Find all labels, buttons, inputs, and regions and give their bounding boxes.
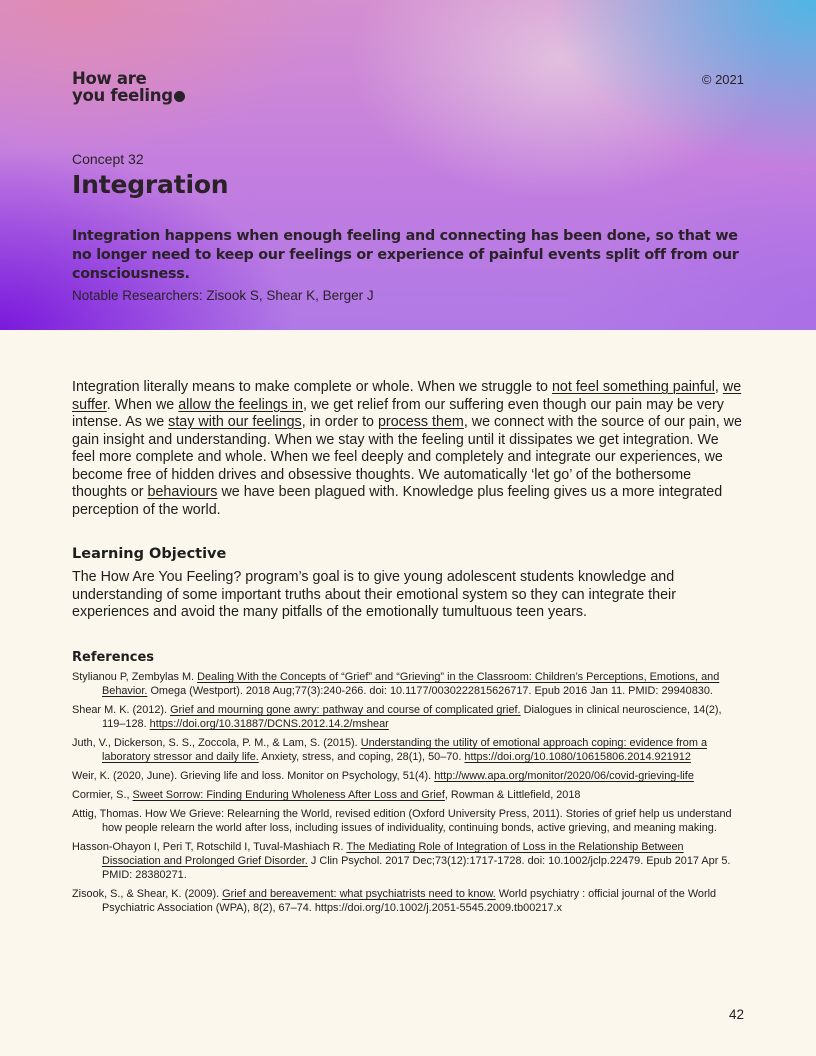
references-list	[72, 670, 744, 920]
reference-text: Weir, K. (2020, June). Grieving life and loss. Monitor on Psychology, 51(4).	[72, 770, 435, 782]
body-text-segment: ,	[714, 379, 723, 395]
learning-objective-heading: Learning Objective	[72, 546, 227, 562]
reference-doi-link[interactable]: https://doi.org/10.1080/10615806.2014.921912	[464, 751, 691, 763]
reference-text: Shear M. K. (2012).	[72, 704, 171, 716]
reference-doi-link[interactable]: https://doi.org/10.31887/DCNS.2012.14.2/mshear	[149, 718, 389, 730]
reference-link[interactable]: Grief and bereavement: what psychiatrists need to know.	[222, 888, 496, 900]
reference-text: Omega (Westport). 2018 Aug;77(3):240-266. doi: 10.1177/0030222815626717. Epub 2016 Jan 11. PMID: 29940830.	[147, 685, 713, 697]
logo-line-1: How are	[72, 69, 147, 88]
reference-item	[72, 769, 744, 783]
notable-researchers: Notable Researchers: Zisook S, Shear K, Berger J	[72, 288, 374, 303]
reference-link[interactable]: Dealing With the Concepts of “Grief” and “Grieving” in the Classroom: Children’s Perceptions, Emotions, and Behavior.	[102, 671, 720, 697]
body-text-segment: , we get relief from our suffering even though our pain may be very intense. As we	[72, 396, 724, 430]
reference-item	[72, 670, 744, 698]
reference-item	[72, 807, 744, 835]
body-text-segment: , we connect with the source of our pain, we gain insight and understanding. When we stay with the feeling until it dissipates we get integration. We feel more complete and whole. When we feel deeply and completely and integrate our experiences, we become free of hidden drives and obsessive thoughts. We automatically ‘let go’ of the bothersome thoughts or	[72, 414, 742, 500]
reference-text: World psychiatry : official journal of the World Psychiatric Association (WPA), 8(2), 67–74. https://doi.org/10.1002/j.2051-5545.2009.tb00217.x	[102, 888, 717, 914]
reference-text: Anxiety, stress, and coping, 28(1), 50–70.	[258, 751, 465, 763]
reference-text: Zisook, S., & Shear, K. (2009).	[72, 888, 223, 900]
reference-link[interactable]: Sweet Sorrow: Finding Enduring Wholeness After Loss and Grief	[132, 789, 445, 801]
link-behaviours[interactable]: behaviours	[147, 484, 218, 500]
link-we-suffer[interactable]: we suffer	[72, 379, 742, 413]
reference-link[interactable]: The Mediating Role of Integration of Loss in the Relationship Between Dissociation and Prolonged Grief Disorder.	[102, 841, 684, 867]
page-number: 42	[728, 1007, 744, 1022]
copyright: © 2021	[701, 72, 744, 87]
concept-label: Concept 32	[72, 151, 144, 167]
body-paragraph	[72, 379, 744, 519]
reference-text: Stylianou P, Zembylas M.	[72, 671, 198, 683]
reference-text: Hasson-Ohayon I, Peri T, Rotschild I, Tuval-Mashiach R.	[72, 841, 347, 853]
body-text-segment: Integration literally means to make complete or whole. When we struggle to	[72, 379, 552, 395]
reference-text: Juth, V., Dickerson, S. S., Zoccola, P. M., & Lam, S. (2015).	[72, 737, 361, 749]
reference-text: Cormier, S.,	[72, 789, 133, 801]
body-text-segment: we have been plagued with. Knowledge plus feeling gives us a more integrated perception of the world.	[72, 484, 723, 518]
header-banner	[0, 0, 816, 330]
reference-text: Dialogues in clinical neuroscience, 14(2), 119–128.	[102, 704, 722, 730]
learning-objective-text: The How Are You Feeling? program’s goal is to give young adolescent students knowledge and understanding of some important truths about their emotional system so they can integrate their experiences and avoid the many pitfalls of the emotionally tumultuous teen years.	[72, 569, 676, 620]
logo[interactable]	[72, 70, 185, 104]
references-heading: References	[72, 650, 155, 665]
reference-text: J Clin Psychol. 2017 Dec;73(12):1717-1728. doi: 10.1002/jclp.22479. Epub 2017 Apr 5. PMID: 28380271.	[102, 855, 731, 881]
reference-item	[72, 788, 744, 802]
logo-bubble-icon	[174, 91, 185, 102]
link-process-them[interactable]: process them	[377, 414, 464, 430]
page-title: Integration	[72, 170, 229, 199]
reference-item	[72, 840, 744, 882]
lead-statement: Integration happens when enough feeling and connecting has been done, so that we no longer need to keep our feelings or experience of painful events split off from our consciousness.	[72, 228, 739, 282]
reference-item	[72, 703, 744, 731]
reference-link[interactable]: Understanding the utility of emotional approach coping: evidence from a laboratory stressor and daily life.	[102, 737, 708, 763]
reference-item	[72, 736, 744, 764]
logo-line-2: you feeling	[72, 86, 173, 105]
body-text-segment: . When we	[106, 396, 179, 413]
link-stay-with-our-feelings[interactable]: stay with our feelings	[168, 414, 302, 430]
reference-text: , Rowman & Littlefield, 2018	[444, 789, 581, 801]
link-allow-the-feelings-in[interactable]: allow the feelings in	[178, 396, 304, 413]
body-text-segment: , in order to	[301, 414, 378, 430]
reference-item	[72, 887, 744, 915]
reference-link[interactable]: http://www.apa.org/monitor/2020/06/covid-grieving-life	[434, 770, 694, 782]
reference-link[interactable]: Grief and mourning gone awry: pathway and course of complicated grief.	[170, 704, 521, 716]
link-not-feel-something-painful[interactable]: not feel something painful	[551, 379, 715, 395]
reference-text: Attig, Thomas. How We Grieve: Relearning the World, revised edition (Oxford University Press, 2011). Stories of grief help us understand how people relearn the world after loss, including issues of individuality, continuing bonds, active grieving, and meaning making.	[72, 808, 732, 834]
